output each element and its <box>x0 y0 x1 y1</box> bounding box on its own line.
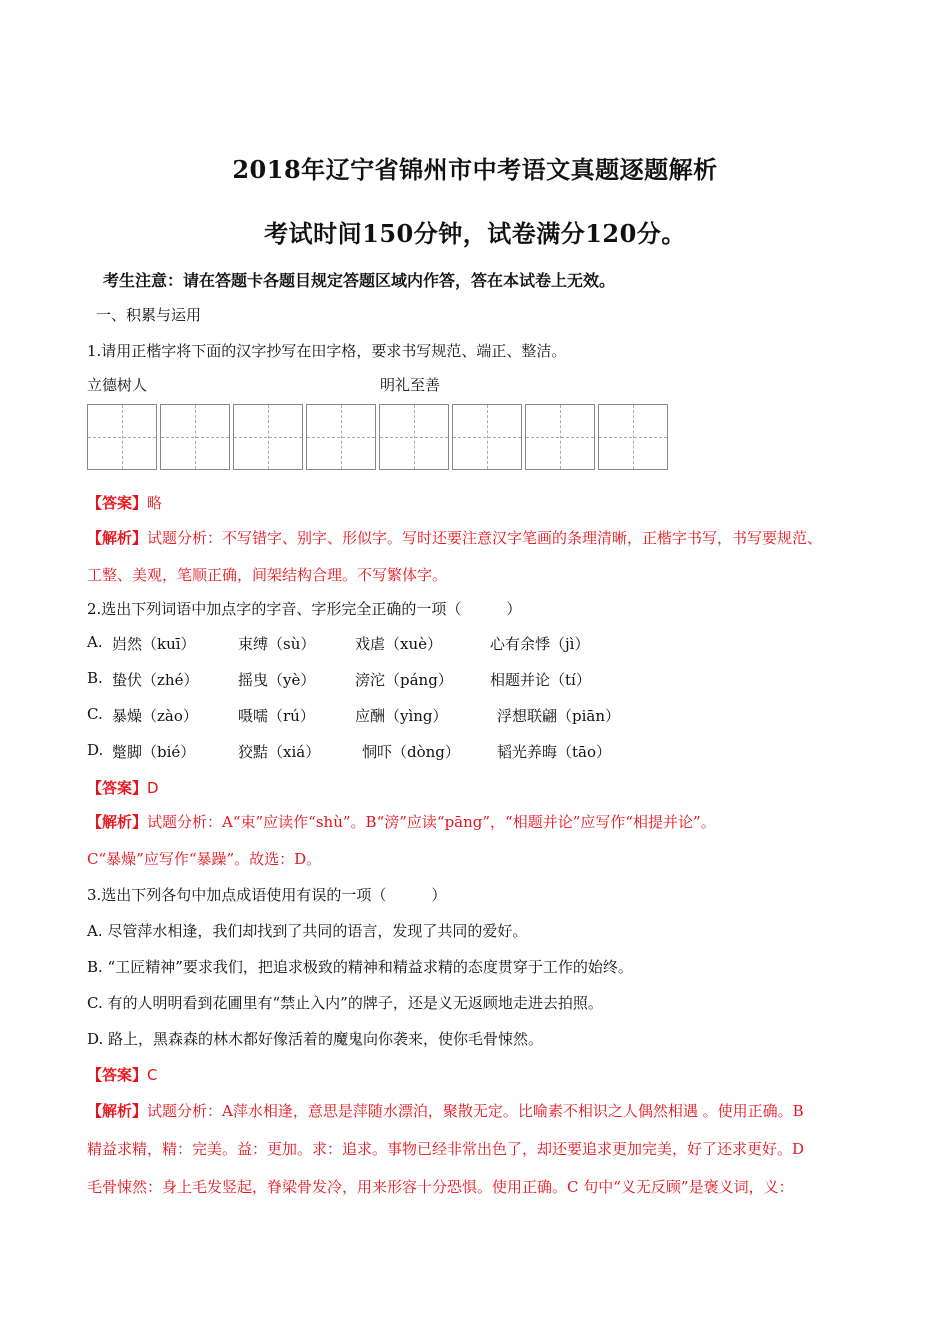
exam-notice: 考生注意：请在答题卡各题目规定答题区域内作答，答在本试卷上无效。 <box>103 271 616 290</box>
answer-text: 略 <box>147 494 163 512</box>
grid-cell <box>306 404 376 470</box>
q3-analysis-line2: 精益求精，精：完美。益：更加。求：追求。事物已经非常出色了，却还要追求更加完美，好了还求更好。D <box>87 1140 805 1158</box>
answer-text: D <box>147 779 159 797</box>
grid-cell <box>598 404 668 470</box>
tianzige-grid <box>87 404 668 470</box>
analysis-text: 试题分析：A萍水相逢，意思是萍随水漂泊，聚散无定。比喻素不相识之人偶然相遇 。使用正确。B <box>147 1102 804 1120</box>
option-letter: A. <box>87 633 103 651</box>
grid-cell <box>525 404 595 470</box>
option-word: 暴燥（zào） <box>112 707 198 725</box>
option-letter: D. <box>87 741 104 759</box>
option-word: 摇曳（yè） <box>238 671 316 689</box>
option-word: 岿然（kuī） <box>112 635 196 653</box>
q1-words-right: 明礼至善 <box>380 376 441 394</box>
q3-option-c: C. 有的人明明看到花圃里有“禁止入内”的牌子，还是义无返顾地走进去拍照。 <box>87 994 603 1012</box>
q1-stem: 1.请用正楷字将下面的汉字抄写在田字格，要求书写规范、端正、整洁。 <box>87 342 567 360</box>
answer-tag: 【答案】 <box>87 1066 148 1084</box>
q1-answer <box>87 492 162 513</box>
option-word: 嗫嚅（rú） <box>238 707 315 725</box>
q1-analysis-line1 <box>87 527 822 548</box>
option-word: 蹩脚（bié） <box>112 743 196 761</box>
option-letter: B. <box>87 669 103 687</box>
q2-stem: 2.选出下列词语中加点字的字音、字形完全正确的一项（ ） <box>87 600 522 618</box>
analysis-tag: 【解析】 <box>87 1102 148 1120</box>
option-word: 滂沱（páng） <box>355 671 453 689</box>
grid-cell <box>379 404 449 470</box>
q3-option-a: A. 尽管萍水相逢，我们却找到了共同的语言，发现了共同的爱好。 <box>87 922 528 940</box>
option-word: 韬光养晦（tāo） <box>497 743 612 761</box>
q3-option-b: B. “工匠精神”要求我们，把追求极致的精神和精益求精的态度贯穿于工作的始终。 <box>87 958 633 976</box>
analysis-tag: 【解析】 <box>87 813 148 831</box>
answer-text: C <box>147 1066 158 1084</box>
q2-answer <box>87 777 159 798</box>
q2-analysis-line2: C“暴燥”应写作“暴躁”。故选：D。 <box>87 850 322 868</box>
option-word: 心有余悸（jì） <box>490 635 590 653</box>
option-word: 相题并论（tí） <box>490 671 591 689</box>
q3-stem: 3.选出下列各句中加点成语使用有误的一项（ ） <box>87 886 447 904</box>
grid-cell <box>160 404 230 470</box>
option-word: 蛰伏（zhé） <box>112 671 199 689</box>
grid-cell <box>233 404 303 470</box>
q3-answer <box>87 1064 158 1085</box>
analysis-tag: 【解析】 <box>87 529 148 547</box>
q1-analysis-line2: 工整、美观，笔顺正确，间架结构合理。不写繁体字。 <box>87 566 448 584</box>
q2-analysis-line1 <box>87 811 716 832</box>
grid-cell <box>87 404 157 470</box>
q3-analysis-line3: 毛骨悚然：身上毛发竖起，脊梁骨发冷，用来形容十分恐惧。使用正确。C 句中“义无反顾”是褒义词，义： <box>87 1178 794 1196</box>
answer-tag: 【答案】 <box>87 494 148 512</box>
option-letter: C. <box>87 705 103 723</box>
q1-words-left: 立德树人 <box>87 376 148 394</box>
option-word: 狡黠（xiá） <box>238 743 321 761</box>
option-word: 束缚（sù） <box>238 635 316 653</box>
q3-analysis-line1 <box>87 1100 804 1121</box>
option-word: 浮想联翩（piān） <box>497 707 621 725</box>
q3-option-d: D. 路上，黑森森的林木都好像活着的魔鬼向你袭来，使你毛骨悚然。 <box>87 1030 544 1048</box>
option-word: 应酬（yìng） <box>355 707 448 725</box>
section-heading: 一、积累与运用 <box>96 306 202 324</box>
option-word: 戏虐（xuè） <box>355 635 442 653</box>
option-word: 恫吓（dòng） <box>362 743 460 761</box>
analysis-text: 试题分析：不写错字、别字、形似字。写时还要注意汉字笔画的条理清晰，正楷字书写，书写要规范、 <box>147 529 823 547</box>
analysis-text: 试题分析：A“束”应读作“shù”。B“滂”应读“pāng”，“相题并论”应写作“相提并论”。 <box>147 813 716 831</box>
page-subtitle: 考试时间150分钟，试卷满分120分。 <box>264 219 686 248</box>
grid-cell <box>452 404 522 470</box>
answer-tag: 【答案】 <box>87 779 148 797</box>
page-title: 2018年辽宁省锦州市中考语文真题逐题解析 <box>232 155 718 184</box>
